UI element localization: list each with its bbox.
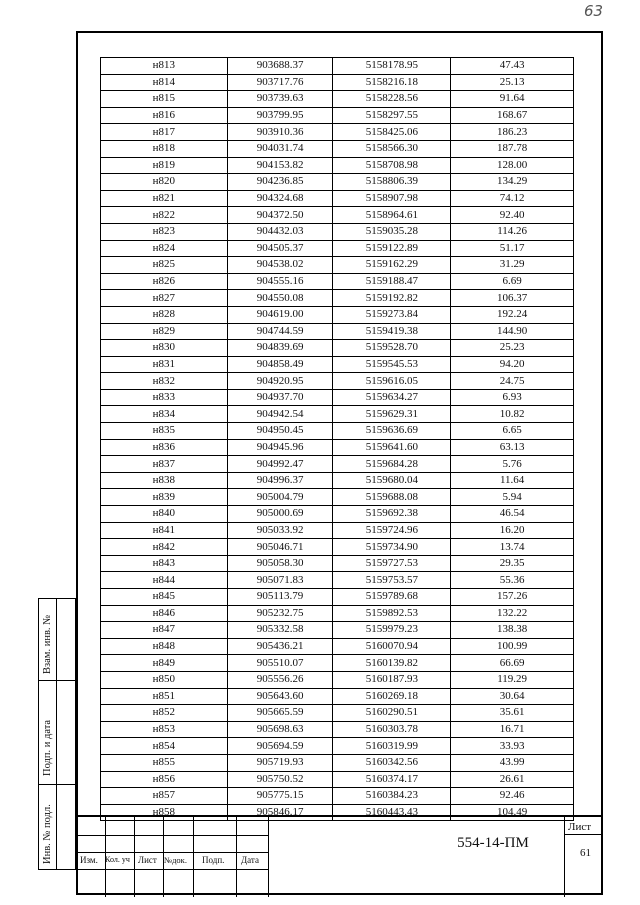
y-coordinate-cell: 5158178.95 xyxy=(333,58,451,75)
point-id-cell: н850 xyxy=(101,671,228,688)
point-id-cell: н851 xyxy=(101,688,228,705)
y-coordinate-cell: 5160443.43 xyxy=(333,804,451,821)
distance-cell: 51.17 xyxy=(451,240,574,257)
table-row xyxy=(101,140,574,157)
x-coordinate-cell: 904432.03 xyxy=(227,223,333,240)
point-id-cell: н825 xyxy=(101,257,228,274)
table-row xyxy=(101,223,574,240)
point-id-cell: н858 xyxy=(101,804,228,821)
distance-cell: 24.75 xyxy=(451,373,574,390)
distance-cell: 33.93 xyxy=(451,738,574,755)
distance-cell: 55.36 xyxy=(451,572,574,589)
table-row xyxy=(101,688,574,705)
y-coordinate-cell: 5158228.56 xyxy=(333,91,451,108)
table-row xyxy=(101,788,574,805)
y-coordinate-cell: 5160290.51 xyxy=(333,705,451,722)
x-coordinate-cell: 905694.59 xyxy=(227,738,333,755)
distance-cell: 119.29 xyxy=(451,671,574,688)
point-id-cell: н853 xyxy=(101,721,228,738)
x-coordinate-cell: 904555.16 xyxy=(227,273,333,290)
table-row xyxy=(101,190,574,207)
distance-cell: 11.64 xyxy=(451,472,574,489)
x-coordinate-cell: 904945.96 xyxy=(227,439,333,456)
distance-cell: 91.64 xyxy=(451,91,574,108)
y-coordinate-cell: 5159724.96 xyxy=(333,522,451,539)
x-coordinate-cell: 905000.69 xyxy=(227,506,333,523)
point-id-cell: н828 xyxy=(101,306,228,323)
distance-cell: 132.22 xyxy=(451,605,574,622)
table-row xyxy=(101,356,574,373)
x-coordinate-cell: 904942.54 xyxy=(227,406,333,423)
x-coordinate-cell: 904236.85 xyxy=(227,174,333,191)
point-id-cell: н820 xyxy=(101,174,228,191)
table-row xyxy=(101,257,574,274)
point-id-cell: н831 xyxy=(101,356,228,373)
y-coordinate-cell: 5158425.06 xyxy=(333,124,451,141)
table-row xyxy=(101,671,574,688)
point-id-cell: н813 xyxy=(101,58,228,75)
table-row xyxy=(101,423,574,440)
x-coordinate-cell: 905033.92 xyxy=(227,522,333,539)
distance-cell: 46.54 xyxy=(451,506,574,523)
distance-cell: 6.69 xyxy=(451,273,574,290)
x-coordinate-cell: 905232.75 xyxy=(227,605,333,622)
table-row xyxy=(101,539,574,556)
y-coordinate-cell: 5159162.29 xyxy=(333,257,451,274)
x-coordinate-cell: 905775.15 xyxy=(227,788,333,805)
x-coordinate-cell: 905846.17 xyxy=(227,804,333,821)
x-coordinate-cell: 904992.47 xyxy=(227,456,333,473)
table-row xyxy=(101,323,574,340)
point-id-cell: н827 xyxy=(101,290,228,307)
y-coordinate-cell: 5159636.69 xyxy=(333,423,451,440)
table-row xyxy=(101,721,574,738)
ndok-label: №док. xyxy=(164,855,187,865)
distance-cell: 114.26 xyxy=(451,223,574,240)
list-label: Лист xyxy=(138,855,157,865)
y-coordinate-cell: 5159688.08 xyxy=(333,489,451,506)
x-coordinate-cell: 903799.95 xyxy=(227,107,333,124)
distance-cell: 31.29 xyxy=(451,257,574,274)
distance-cell: 66.69 xyxy=(451,655,574,672)
table-row xyxy=(101,655,574,672)
y-coordinate-cell: 5159680.04 xyxy=(333,472,451,489)
distance-cell: 30.64 xyxy=(451,688,574,705)
x-coordinate-cell: 905046.71 xyxy=(227,539,333,556)
distance-cell: 16.20 xyxy=(451,522,574,539)
x-coordinate-cell: 905510.07 xyxy=(227,655,333,672)
distance-cell: 29.35 xyxy=(451,555,574,572)
x-coordinate-cell: 904937.70 xyxy=(227,389,333,406)
y-coordinate-cell: 5159789.68 xyxy=(333,589,451,606)
data-label: Дата xyxy=(241,855,259,865)
point-id-cell: н822 xyxy=(101,207,228,224)
y-coordinate-cell: 5159122.89 xyxy=(333,240,451,257)
point-id-cell: н844 xyxy=(101,572,228,589)
y-coordinate-cell: 5159979.23 xyxy=(333,622,451,639)
vzam-inv-label: Взам. инв. № xyxy=(42,614,53,674)
y-coordinate-cell: 5159545.53 xyxy=(333,356,451,373)
distance-cell: 10.82 xyxy=(451,406,574,423)
x-coordinate-cell: 905750.52 xyxy=(227,771,333,788)
distance-cell: 157.26 xyxy=(451,589,574,606)
distance-cell: 92.46 xyxy=(451,788,574,805)
y-coordinate-cell: 5159273.84 xyxy=(333,306,451,323)
x-coordinate-cell: 905643.60 xyxy=(227,688,333,705)
point-id-cell: н814 xyxy=(101,74,228,91)
point-id-cell: н824 xyxy=(101,240,228,257)
point-id-cell: н833 xyxy=(101,389,228,406)
point-id-cell: н815 xyxy=(101,91,228,108)
table-row xyxy=(101,555,574,572)
point-id-cell: н838 xyxy=(101,472,228,489)
y-coordinate-cell: 5160374.17 xyxy=(333,771,451,788)
y-coordinate-cell: 5159629.31 xyxy=(333,406,451,423)
distance-cell: 16.71 xyxy=(451,721,574,738)
table-row xyxy=(101,572,574,589)
y-coordinate-cell: 5159727.53 xyxy=(333,555,451,572)
podp-label: Подп. xyxy=(202,855,225,865)
x-coordinate-cell: 903688.37 xyxy=(227,58,333,75)
distance-cell: 47.43 xyxy=(451,58,574,75)
y-coordinate-cell: 5159684.28 xyxy=(333,456,451,473)
distance-cell: 25.23 xyxy=(451,340,574,357)
y-coordinate-cell: 5160303.78 xyxy=(333,721,451,738)
table-row xyxy=(101,622,574,639)
distance-cell: 186.23 xyxy=(451,124,574,141)
y-coordinate-cell: 5160139.82 xyxy=(333,655,451,672)
x-coordinate-cell: 904744.59 xyxy=(227,323,333,340)
table-row xyxy=(101,589,574,606)
distance-cell: 5.94 xyxy=(451,489,574,506)
y-coordinate-cell: 5159192.82 xyxy=(333,290,451,307)
point-id-cell: н848 xyxy=(101,638,228,655)
point-id-cell: н826 xyxy=(101,273,228,290)
y-coordinate-cell: 5158806.39 xyxy=(333,174,451,191)
table-row xyxy=(101,207,574,224)
sheet-label: Лист xyxy=(568,821,592,833)
x-coordinate-cell: 904920.95 xyxy=(227,373,333,390)
table-row xyxy=(101,240,574,257)
distance-cell: 128.00 xyxy=(451,157,574,174)
point-id-cell: н846 xyxy=(101,605,228,622)
point-id-cell: н832 xyxy=(101,373,228,390)
distance-cell: 5.76 xyxy=(451,456,574,473)
coordinates-table xyxy=(100,57,574,821)
table-row xyxy=(101,273,574,290)
distance-cell: 13.74 xyxy=(451,539,574,556)
table-row xyxy=(101,389,574,406)
y-coordinate-cell: 5159641.60 xyxy=(333,439,451,456)
y-coordinate-cell: 5158708.98 xyxy=(333,157,451,174)
table-row xyxy=(101,489,574,506)
table-row xyxy=(101,705,574,722)
table-row xyxy=(101,74,574,91)
table-row xyxy=(101,340,574,357)
page-mark: 63 xyxy=(584,2,604,20)
kol-uch-label: Кол. уч xyxy=(105,855,130,864)
y-coordinate-cell: 5159753.57 xyxy=(333,572,451,589)
y-coordinate-cell: 5159616.05 xyxy=(333,373,451,390)
y-coordinate-cell: 5158566.30 xyxy=(333,140,451,157)
y-coordinate-cell: 5158907.98 xyxy=(333,190,451,207)
table-row xyxy=(101,605,574,622)
distance-cell: 192.24 xyxy=(451,306,574,323)
x-coordinate-cell: 904858.49 xyxy=(227,356,333,373)
title-block xyxy=(76,815,603,895)
point-id-cell: н835 xyxy=(101,423,228,440)
point-id-cell: н841 xyxy=(101,522,228,539)
table-row xyxy=(101,124,574,141)
izm-label: Изм. xyxy=(80,855,98,865)
point-id-cell: н823 xyxy=(101,223,228,240)
point-id-cell: н830 xyxy=(101,340,228,357)
x-coordinate-cell: 905719.93 xyxy=(227,754,333,771)
distance-cell: 106.37 xyxy=(451,290,574,307)
x-coordinate-cell: 905332.58 xyxy=(227,622,333,639)
distance-cell: 6.65 xyxy=(451,423,574,440)
table-row xyxy=(101,638,574,655)
x-coordinate-cell: 904839.69 xyxy=(227,340,333,357)
table-row xyxy=(101,522,574,539)
point-id-cell: н840 xyxy=(101,506,228,523)
y-coordinate-cell: 5159528.70 xyxy=(333,340,451,357)
distance-cell: 43.99 xyxy=(451,754,574,771)
y-coordinate-cell: 5160070.94 xyxy=(333,638,451,655)
y-coordinate-cell: 5158964.61 xyxy=(333,207,451,224)
distance-cell: 144.90 xyxy=(451,323,574,340)
distance-cell: 187.78 xyxy=(451,140,574,157)
x-coordinate-cell: 904619.00 xyxy=(227,306,333,323)
point-id-cell: н834 xyxy=(101,406,228,423)
table-row xyxy=(101,174,574,191)
table-row xyxy=(101,107,574,124)
sheet-number: 61 xyxy=(580,847,591,859)
table-row xyxy=(101,771,574,788)
point-id-cell: н816 xyxy=(101,107,228,124)
distance-cell: 94.20 xyxy=(451,356,574,373)
distance-cell: 104.49 xyxy=(451,804,574,821)
table-row xyxy=(101,738,574,755)
x-coordinate-cell: 905665.59 xyxy=(227,705,333,722)
x-coordinate-cell: 904950.45 xyxy=(227,423,333,440)
point-id-cell: н845 xyxy=(101,589,228,606)
y-coordinate-cell: 5160269.18 xyxy=(333,688,451,705)
x-coordinate-cell: 903910.36 xyxy=(227,124,333,141)
distance-cell: 138.38 xyxy=(451,622,574,639)
x-coordinate-cell: 905436.21 xyxy=(227,638,333,655)
distance-cell: 100.99 xyxy=(451,638,574,655)
y-coordinate-cell: 5158297.55 xyxy=(333,107,451,124)
x-coordinate-cell: 904505.37 xyxy=(227,240,333,257)
table-row xyxy=(101,91,574,108)
y-coordinate-cell: 5159188.47 xyxy=(333,273,451,290)
x-coordinate-cell: 905071.83 xyxy=(227,572,333,589)
table-row xyxy=(101,290,574,307)
point-id-cell: н856 xyxy=(101,771,228,788)
table-row xyxy=(101,754,574,771)
distance-cell: 74.12 xyxy=(451,190,574,207)
x-coordinate-cell: 904372.50 xyxy=(227,207,333,224)
left-margin-strip xyxy=(38,598,76,870)
point-id-cell: н852 xyxy=(101,705,228,722)
table-row xyxy=(101,373,574,390)
x-coordinate-cell: 904153.82 xyxy=(227,157,333,174)
y-coordinate-cell: 5160187.93 xyxy=(333,671,451,688)
point-id-cell: н842 xyxy=(101,539,228,556)
distance-cell: 6.93 xyxy=(451,389,574,406)
distance-cell: 168.67 xyxy=(451,107,574,124)
point-id-cell: н829 xyxy=(101,323,228,340)
point-id-cell: н854 xyxy=(101,738,228,755)
point-id-cell: н818 xyxy=(101,140,228,157)
x-coordinate-cell: 905058.30 xyxy=(227,555,333,572)
distance-cell: 63.13 xyxy=(451,439,574,456)
distance-cell: 134.29 xyxy=(451,174,574,191)
table-row xyxy=(101,58,574,75)
table-row xyxy=(101,472,574,489)
point-id-cell: н817 xyxy=(101,124,228,141)
point-id-cell: н843 xyxy=(101,555,228,572)
point-id-cell: н819 xyxy=(101,157,228,174)
table-row xyxy=(101,406,574,423)
table-row xyxy=(101,506,574,523)
point-id-cell: н821 xyxy=(101,190,228,207)
y-coordinate-cell: 5160319.99 xyxy=(333,738,451,755)
point-id-cell: н839 xyxy=(101,489,228,506)
point-id-cell: н837 xyxy=(101,456,228,473)
point-id-cell: н857 xyxy=(101,788,228,805)
y-coordinate-cell: 5160384.23 xyxy=(333,788,451,805)
table-row xyxy=(101,157,574,174)
distance-cell: 25.13 xyxy=(451,74,574,91)
point-id-cell: н855 xyxy=(101,754,228,771)
table-row xyxy=(101,456,574,473)
x-coordinate-cell: 904996.37 xyxy=(227,472,333,489)
distance-cell: 35.61 xyxy=(451,705,574,722)
podp-data-label: Подп. и дата xyxy=(42,719,53,776)
distance-cell: 92.40 xyxy=(451,207,574,224)
x-coordinate-cell: 905004.79 xyxy=(227,489,333,506)
y-coordinate-cell: 5159419.38 xyxy=(333,323,451,340)
point-id-cell: н847 xyxy=(101,622,228,639)
y-coordinate-cell: 5158216.18 xyxy=(333,74,451,91)
table-row xyxy=(101,306,574,323)
x-coordinate-cell: 904550.08 xyxy=(227,290,333,307)
inv-podl-label: Инв. № подл. xyxy=(42,804,53,864)
x-coordinate-cell: 904031.74 xyxy=(227,140,333,157)
y-coordinate-cell: 5160342.56 xyxy=(333,754,451,771)
y-coordinate-cell: 5159692.38 xyxy=(333,506,451,523)
distance-cell: 26.61 xyxy=(451,771,574,788)
x-coordinate-cell: 904324.68 xyxy=(227,190,333,207)
point-id-cell: н849 xyxy=(101,655,228,672)
document-number: 554-14-ПМ xyxy=(457,835,529,851)
table-row xyxy=(101,439,574,456)
x-coordinate-cell: 903717.76 xyxy=(227,74,333,91)
x-coordinate-cell: 905556.26 xyxy=(227,671,333,688)
x-coordinate-cell: 905113.79 xyxy=(227,589,333,606)
x-coordinate-cell: 903739.63 xyxy=(227,91,333,108)
y-coordinate-cell: 5159892.53 xyxy=(333,605,451,622)
y-coordinate-cell: 5159634.27 xyxy=(333,389,451,406)
y-coordinate-cell: 5159035.28 xyxy=(333,223,451,240)
point-id-cell: н836 xyxy=(101,439,228,456)
x-coordinate-cell: 905698.63 xyxy=(227,721,333,738)
y-coordinate-cell: 5159734.90 xyxy=(333,539,451,556)
x-coordinate-cell: 904538.02 xyxy=(227,257,333,274)
